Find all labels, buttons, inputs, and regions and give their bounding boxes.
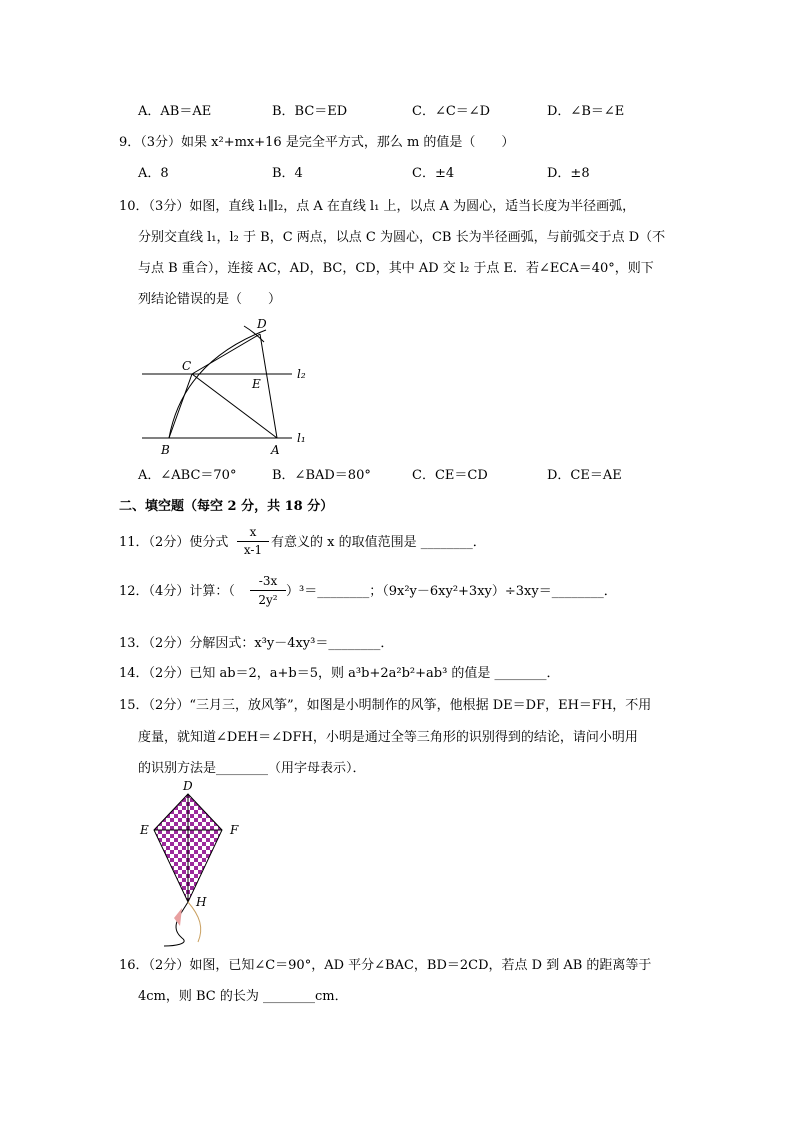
q10-line-1: 10．（3分）如图，直线 l₁∥l₂，点 A 在直线 l₁ 上，以点 A 为圆心，适当长度为半径画弧， — [119, 199, 636, 214]
q9-option-a: A．8 — [138, 166, 169, 181]
q10-figure — [138, 312, 318, 458]
q10-option-d: D．CE＝AE — [547, 468, 622, 483]
q8-option-a: A．AB＝AE — [138, 104, 212, 119]
kite-tail-left — [164, 902, 188, 946]
q9-stem: 9．（3分）如果 x²+mx+16 是完全平方式，那么 m 的值是（ ） — [119, 135, 515, 150]
label-b: B — [161, 443, 170, 457]
q10-line-3: 与点 B 重合），连接 AC，AD，BC，CD，其中 AD 交 l₂ 于点 E．若∠ECA＝40°，则下 — [138, 261, 654, 276]
q11-fraction-numerator: x — [249, 525, 257, 539]
q12-prefix: 12．（4分）计算：（ — [119, 584, 235, 599]
q10-line-2: 分别交直线 l₁，l₂ 于 B，C 两点，以点 C 为圆心，CB 长为半径画弧，与前弧交于点 D（不 — [138, 230, 666, 245]
q11-prefix: 11．（2分）使分式 — [119, 535, 229, 550]
q15-line-2: 度量，就知道∠DEH＝∠DFH，小明是通过全等三角形的识别得到的结论，请问小明用 — [138, 730, 638, 745]
q11-fraction-bar — [237, 541, 269, 542]
label-h: H — [196, 895, 207, 909]
q14-text: 14．（2分）已知 ab＝2，a+b＝5，则 a³b+2a²b²+ab³ 的值是 ________． — [119, 666, 560, 681]
section-2-title: 二、填空题（每空 2 分，共 18 分） — [119, 499, 334, 514]
label-l1: l₁ — [297, 431, 306, 445]
label-e: E — [140, 823, 149, 837]
q13-text: 13．（2分）分解因式：x³y－4xy³＝________． — [119, 636, 394, 651]
label-f: F — [230, 823, 239, 837]
label-c: C — [182, 359, 192, 373]
q16-line-2: 4cm，则 BC 的长为 ________cm． — [138, 989, 348, 1004]
q10-line-4: 列结论错误的是（ ） — [138, 292, 282, 307]
q8-option-d: D．∠B＝∠E — [547, 104, 625, 119]
q8-option-b: B．BC＝ED — [272, 104, 348, 119]
q15-line-3: 的识别方法是________（用字母表示）． — [138, 761, 366, 776]
q9-option-b: B．4 — [272, 166, 303, 181]
q11-fraction-denominator: x-1 — [243, 543, 263, 557]
segment-bc — [169, 374, 192, 438]
q10-option-a: A．∠ABC＝70° — [138, 468, 237, 483]
segment-cd — [192, 334, 260, 374]
segment-da — [260, 334, 277, 438]
q12-fraction-numerator: -3x — [258, 574, 278, 588]
q12-fraction-bar — [250, 590, 286, 591]
q9-option-d: D．±8 — [547, 166, 590, 181]
q16-line-1: 16．（2分）如图，已知∠C＝90°，AD 平分∠BAC，BD＝2CD，若点 D 到 AB 的距离等于 — [119, 958, 652, 973]
q8-option-c: C．∠C＝∠D — [412, 104, 491, 119]
label-a: A — [271, 443, 280, 457]
q10-option-c: C．CE＝CD — [412, 468, 488, 483]
q9-option-c: C．±4 — [412, 166, 455, 181]
label-d: D — [257, 317, 267, 331]
q15-line-1: 15．（2分）“三月三，放风筝”，如图是小明制作的风筝，他根据 DE＝DF，EH＝FH，不用 — [119, 698, 652, 713]
label-d: D — [183, 779, 193, 793]
label-e: E — [252, 377, 261, 391]
q12-fraction-denominator: 2y² — [258, 593, 278, 607]
q12-suffix: ）³＝________；（9x²y－6xy²+3xy）÷3xy＝________． — [286, 584, 617, 599]
label-l2: l₂ — [297, 367, 306, 381]
q15-kite-figure — [134, 778, 254, 954]
q11-suffix: 有意义的 x 的取值范围是 ________． — [271, 535, 486, 550]
segment-ca — [192, 374, 277, 438]
q10-option-b: B．∠BAD＝80° — [272, 468, 371, 483]
kite-bow — [174, 908, 182, 926]
